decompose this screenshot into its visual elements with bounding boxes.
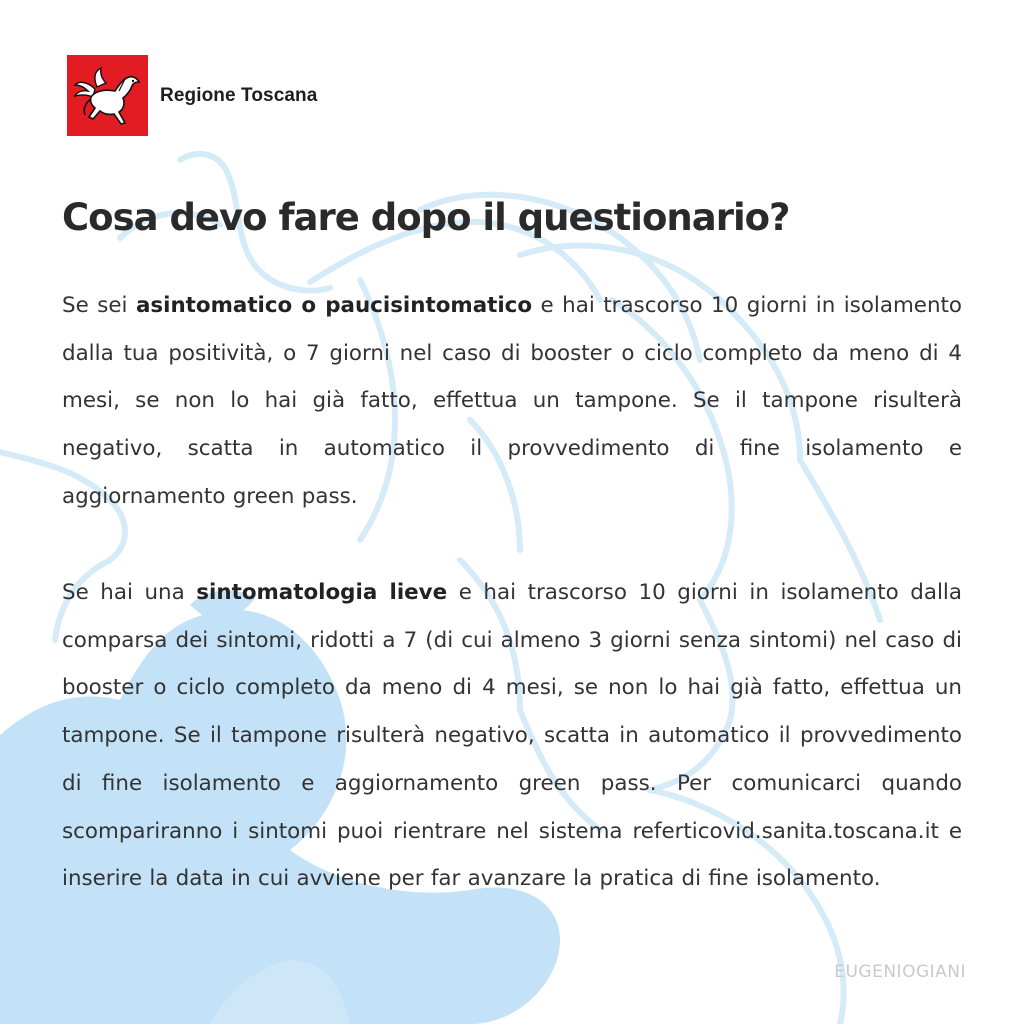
page-title: Cosa devo fare dopo il questionario?: [62, 196, 790, 239]
header-branding: [67, 55, 317, 136]
paragraph-2-body: e hai trascorso 10 giorni in isolamento dalla comparsa dei sintomi, ridotti a 7 (di cui almeno 3 giorni senza sintomi) nel caso di booster o ciclo completo da meno di 4 mesi, se non lo hai già fatto, effettua un tampone. Se il tampone risulterà negativo, scatta in automatico il provvedimento di fine isolamento e aggiornamento green pass. Per comunicarci quando scompariranno i sintomi puoi rientrare nel sistema referticovid.sanita.toscana.it e inserire la data in cui avviene per far avanzare la pratica di fine isolamento.: [62, 580, 962, 892]
paragraph-2-intro: Se hai una: [62, 580, 185, 605]
author-signature: EUGENIOGIANI: [834, 962, 966, 982]
paragraph-asymptomatic: [62, 282, 962, 521]
paragraph-1-body: e hai trascorso 10 giorni in isolamento dalla tua positività, o 7 giorni nel caso di booster o ciclo completo da meno di 4 mesi, se non lo hai già fatto, effettua un tampone. Se il tampone risulterà negativo, scatta in automatico il provvedimento di fine isolamento e aggiornamento green pass.: [62, 293, 962, 509]
organization-name: Regione Toscana: [160, 84, 318, 106]
pegasus-icon: [67, 55, 148, 136]
paragraph-1-emphasis: asintomatico o paucisintomatico: [135, 293, 533, 318]
paragraph-1-intro: Se sei: [62, 293, 128, 318]
paragraph-mild-symptoms: [62, 569, 962, 903]
paragraph-2-emphasis: sintomatologia lieve: [196, 580, 448, 605]
